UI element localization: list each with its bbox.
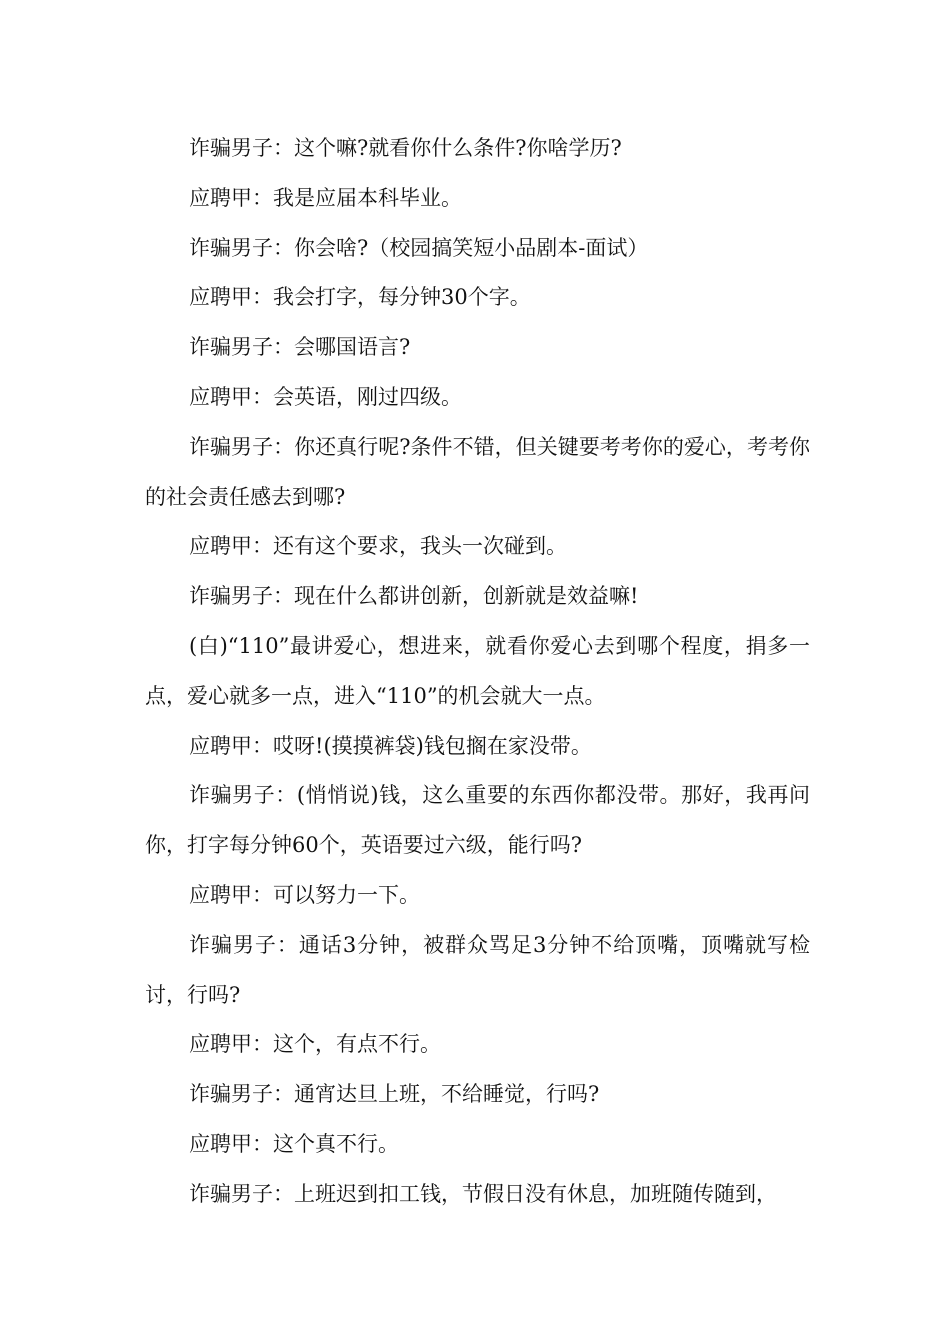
dialogue-line-17: 应聘甲：这个真不行。 — [189, 1131, 399, 1156]
dialogue-line-7: 诈骗男子：你还真行呢?条件不错，但关键要考考你的爱心，考考你的社会责任感去到哪? — [145, 434, 810, 509]
dialogue-line-16: 诈骗男子：通宵达旦上班，不给睡觉，行吗? — [189, 1082, 600, 1107]
dialogue-line-4: 应聘甲：我会打字，每分钟30个字。 — [189, 285, 531, 310]
dialogue-line-6: 应聘甲：会英语，刚过四级。 — [189, 384, 462, 409]
dialogue-line-14: 诈骗男子：通话3分钟，被群众骂足3分钟不给顶嘴，顶嘴就写检讨，行吗? — [145, 932, 810, 1007]
dialogue-line-10: (白)“110”最讲爱心，想进来，就看你爱心去到哪个程度，捐多一点，爱心就多一点，进入“110”的机会就大一点。 — [145, 633, 810, 708]
dialogue-line-8: 应聘甲：还有这个要求，我头一次碰到。 — [189, 534, 567, 559]
script-body — [145, 124, 810, 1220]
dialogue-line-9: 诈骗男子：现在什么都讲创新，创新就是效益嘛! — [189, 584, 639, 609]
dialogue-line-5: 诈骗男子：会哪国语言? — [189, 335, 411, 360]
dialogue-line-3: 诈骗男子：你会啥?（校园搞笑短小品剧本-面试） — [189, 235, 649, 260]
dialogue-line-1: 诈骗男子：这个嘛?就看你什么条件?你啥学历? — [189, 136, 622, 160]
dialogue-line-12: 诈骗男子：(悄悄说)钱，这么重要的东西你都没带。那好，我再问你，打字每分钟60个，英语要过六级，能行吗? — [145, 783, 810, 858]
dialogue-line-2: 应聘甲：我是应届本科毕业。 — [189, 185, 462, 210]
dialogue-line-13: 应聘甲：可以努力一下。 — [189, 882, 420, 907]
dialogue-line-15: 应聘甲：这个，有点不行。 — [189, 1032, 441, 1057]
dialogue-line-11: 应聘甲：哎呀!(摸摸裤袋)钱包搁在家没带。 — [189, 733, 592, 758]
dialogue-line-18: 诈骗男子：上班迟到扣工钱，节假日没有休息，加班随传随到， — [189, 1181, 777, 1206]
